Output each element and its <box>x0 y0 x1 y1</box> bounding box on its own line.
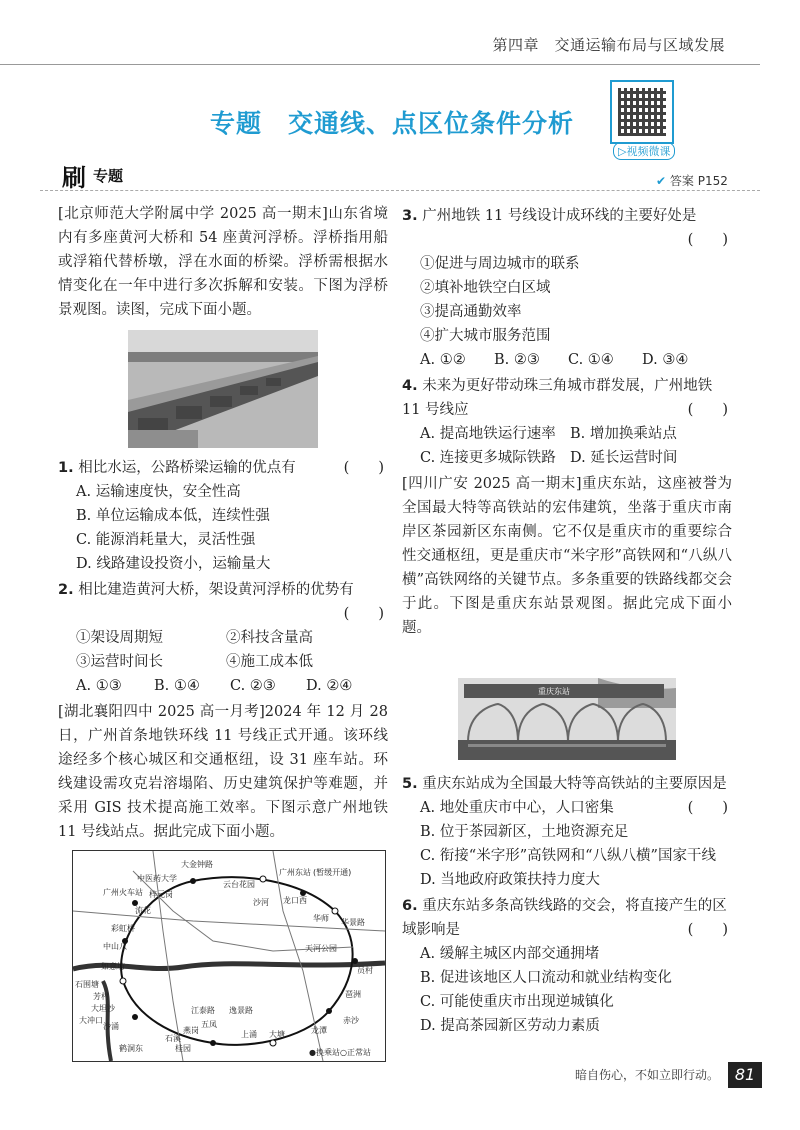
question-5: 5. 重庆东站成为全国最大特等高铁站的主要原因是 ( ) <box>402 776 728 816</box>
question-1: 1. 相比水运，公路桥梁运输的优点有 ( ) <box>58 460 384 476</box>
check-icon: ✔ <box>656 174 667 188</box>
q3-option-b[interactable]: B. ②③ <box>494 352 540 368</box>
qr-code[interactable] <box>610 80 674 144</box>
q2-option-b[interactable]: B. ①④ <box>154 678 200 694</box>
left-column <box>58 202 388 1062</box>
map-label: 如意坊 <box>101 962 125 971</box>
map-label: 华师 <box>313 914 329 923</box>
map-label: 琶洲 <box>345 990 361 999</box>
q4-option-b[interactable]: B. 增加换乘站点 <box>570 426 677 442</box>
map-label: 五凤 <box>201 1020 217 1029</box>
q2-answer-paren: ( ) <box>343 606 384 622</box>
q6-option-d[interactable]: D. 提高茶园新区劳动力素质 <box>420 1018 600 1034</box>
map-label: 龙口西 <box>283 896 307 905</box>
q6-option-c[interactable]: C. 可能使重庆市出现逆城镇化 <box>420 994 614 1010</box>
q5-option-d[interactable]: D. 当地政府政策扶持力度大 <box>420 872 600 888</box>
section-brush: 刷 <box>62 164 86 192</box>
map-label: 中山八 <box>103 942 127 951</box>
question-3: 3. 广州地铁 11 号线设计成环线的主要好处是 <box>402 208 697 224</box>
map-label: 大冲口 <box>79 1016 103 1025</box>
q3-option-d[interactable]: D. ③④ <box>642 352 689 368</box>
answer-ref: ✔ 答案 P152 <box>656 174 728 188</box>
map-label: 鹤洞东 <box>119 1044 143 1053</box>
map-legend: ●换乘站○正常站 <box>309 1048 371 1057</box>
q5-option-c[interactable]: C. 衔接“米字形”高铁网和“八纵八横”国家干线 <box>420 848 716 864</box>
q2-option-a[interactable]: A. ①③ <box>76 678 122 694</box>
video-lesson-label[interactable]: ▷视频微课 <box>613 142 675 160</box>
map-label: 逸景路 <box>229 1006 253 1015</box>
map-label: 大坦沙 <box>91 1004 115 1013</box>
q3-item-3: ③提高通勤效率 <box>420 304 522 320</box>
section-divider <box>40 190 760 191</box>
map-label: 天河公园 <box>305 944 337 953</box>
q5-option-b[interactable]: B. 位于茶园新区，土地资源充足 <box>420 824 629 840</box>
q1-option-d[interactable]: D. 线路建设投资小，运输量大 <box>76 556 271 572</box>
map-label: 华景路 <box>341 918 365 927</box>
guangzhou-metro-map <box>72 850 386 1062</box>
station-sign: 重庆东站 <box>538 687 570 696</box>
map-label: 石围塘 <box>75 980 99 989</box>
footer-motto: 暗自伤心，不如立即行动。 <box>575 1068 720 1082</box>
chongqing-east-station-photo <box>458 678 676 760</box>
map-label: 燕岗 <box>183 1026 199 1035</box>
map-label: 上涌 <box>241 1030 257 1039</box>
map-label: 云台花园 <box>223 880 255 889</box>
map-label: 江泰路 <box>191 1006 215 1015</box>
map-label: 桂园 <box>175 1044 191 1053</box>
right-column <box>402 202 732 1038</box>
page-number: 81 <box>728 1062 762 1088</box>
q4-options-row1 <box>402 422 732 446</box>
map-label: 彩虹桥 <box>111 924 135 933</box>
q3-answer-paren: ( ) <box>687 232 728 248</box>
question-6: 6. 重庆东站多条高铁线路的交会，将直接产生的区域影响是 ( ) <box>402 898 728 938</box>
q3-item-2: ②填补地铁空白区域 <box>420 280 551 296</box>
map-label: 广州火车站 <box>103 888 143 897</box>
passage-chongqing-east: [四川广安 2025 高一期末]重庆东站，这座被誉为全国最大特等高铁站的宏伟建筑，坐落于重庆市南岸区茶园新区东南侧。它不仅是重庆市的重要综合性交通枢纽，更是重庆市“米字形”高铁网和“八纵八横”高铁网络的关键节点。多条重要的铁路线都交会于此。下图是重庆东站景观图。据此完成下面小题。 <box>402 476 732 636</box>
map-label: 赤沙 <box>343 1016 359 1025</box>
q1-option-c[interactable]: C. 能源消耗量大，灵活性强 <box>76 532 256 548</box>
q3-option-a[interactable]: A. ①② <box>420 352 466 368</box>
map-label: 流花 <box>135 906 151 915</box>
map-label: 中医药大学 <box>137 874 177 883</box>
passage-pontoon: [北京师范大学附属中学 2025 高一期末]山东省境内有多座黄河大桥和 54 座黄河浮桥。浮桥指用船或浮箱代替桥墩，浮在水面的桥梁。浮桥需根据水情变化在一年中进行多次拆解和安装。下图为浮桥景观图。读图，完成下面小题。 <box>58 206 388 318</box>
q6-option-b[interactable]: B. 促进该地区人口流动和就业结构变化 <box>420 970 672 986</box>
map-label: 大塘 <box>269 1030 285 1039</box>
header-divider <box>0 64 760 65</box>
question-2: 2. 相比建造黄河大桥，架设黄河浮桥的优势有 <box>58 582 354 598</box>
q3-item-1: ①促进与周边城市的联系 <box>420 256 580 272</box>
q2-items-row1: ①架设周期短 ②科技含量高 <box>76 630 313 646</box>
q5-option-a[interactable]: A. 地处重庆市中心，人口密集 <box>420 800 614 816</box>
q1-option-b[interactable]: B. 单位运输成本低，连续性强 <box>76 508 270 524</box>
q2-option-c[interactable]: C. ②③ <box>230 678 276 694</box>
page-title: 专题 交通线、点区位条件分析 <box>210 109 575 138</box>
q4-option-c[interactable]: C. 连接更多城际铁路 <box>420 450 556 466</box>
map-label: 沙河 <box>253 898 269 907</box>
map-label: 大金钟路 <box>181 860 213 869</box>
q2-options <box>58 674 388 698</box>
map-label: 沙涌 <box>103 1022 119 1031</box>
map-label: 梓元岗 <box>149 890 173 899</box>
pontoon-bridge-photo <box>128 330 318 448</box>
map-label: 广州东站 <box>279 868 311 877</box>
map-label: 芳村 <box>93 992 109 1001</box>
q4-options-row2 <box>402 446 732 470</box>
map-legend-note: (暂缓开通) <box>313 868 352 877</box>
passage-guangzhou-metro: [湖北襄阳四中 2025 高一月考]2024 年 12 月 28 日，广州首条地铁环线 11 号线正式开通。该环线途经多个核心城区和交通枢纽，设 31 座车站。环线建设需攻克岩溶塌陷、历史建筑保护等难题，并采用 GIS 技术提高施工效率。下图示意广州地铁 11 号线站点。据此完成下面小题。 <box>58 704 388 840</box>
q2-option-d[interactable]: D. ②④ <box>306 678 353 694</box>
q4-option-a[interactable]: A. 提高地铁运行速率 <box>420 426 556 442</box>
q3-options <box>402 348 732 372</box>
map-label: 龙潭 <box>311 1026 327 1035</box>
q6-option-a[interactable]: A. 缓解主城区内部交通拥堵 <box>420 946 600 962</box>
q1-option-a[interactable]: A. 运输速度快，安全性高 <box>76 484 241 500</box>
chapter-title: 第四章 交通运输布局与区域发展 <box>492 36 725 54</box>
question-4: 4. 未来为更好带动珠三角城市群发展，广州地铁 11 号线应 ( ) <box>402 378 728 418</box>
play-icon: ▷ <box>618 145 627 158</box>
map-label: 员村 <box>357 966 373 975</box>
section-label: 专题 <box>93 167 124 185</box>
q3-option-c[interactable]: C. ①④ <box>568 352 614 368</box>
map-label: 石溪 <box>165 1034 181 1043</box>
q2-items-row2: ③运营时间长 ④施工成本低 <box>76 654 313 670</box>
q4-option-d[interactable]: D. 延长运营时间 <box>570 450 678 466</box>
q3-item-4: ④扩大城市服务范围 <box>420 328 551 344</box>
